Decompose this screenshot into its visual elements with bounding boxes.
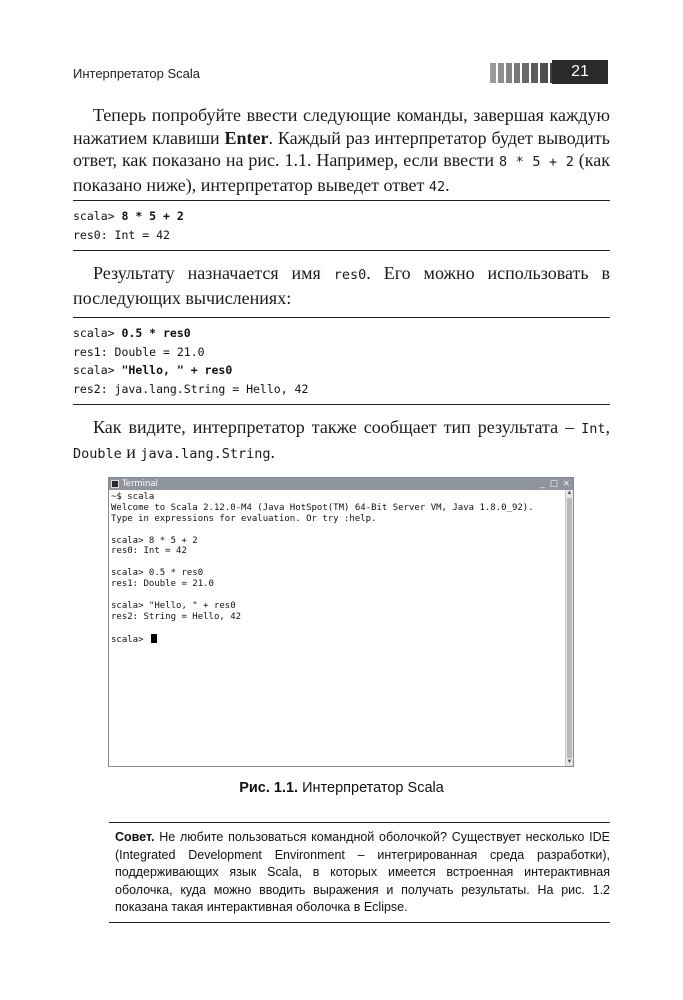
code-listing-1 bbox=[73, 200, 610, 251]
paragraph-text: Теперь попробуйте ввести следующие команды, завершая каждую нажатием клавиши bbox=[73, 105, 610, 148]
header-bar bbox=[522, 63, 529, 83]
inline-code: Int bbox=[581, 421, 606, 437]
terminal-line: res0: Int = 42 bbox=[111, 546, 187, 557]
paragraph-text: . Его можно использовать в последующих вычислениях: bbox=[73, 263, 610, 308]
paragraph-types bbox=[73, 416, 610, 465]
terminal-line bbox=[111, 525, 565, 536]
code-line bbox=[73, 324, 610, 343]
page-number: 21 bbox=[552, 60, 608, 84]
scroll-up-arrow-icon[interactable]: ▲ bbox=[566, 490, 573, 496]
terminal-cursor bbox=[151, 634, 157, 643]
header-bar bbox=[531, 63, 538, 83]
scroll-thumb[interactable] bbox=[567, 498, 572, 758]
tip-label: Совет. bbox=[115, 830, 155, 844]
terminal-line: scala> 8 * 5 + 2 bbox=[111, 535, 198, 546]
code-line bbox=[73, 361, 610, 380]
tip-text: Не любите пользоваться командной оболочкой? Существует несколько IDE (Integrated Development Environment – интегрированная среда разработки), поддерживающих язык Scala, в которых имеется встроенная интерактивная оболочка, куда можно вводить выражения и получать результаты. На рис. 1.2 показана такая интерактивная оболочка в Eclipse. bbox=[115, 830, 610, 914]
scroll-down-arrow-icon[interactable]: ▼ bbox=[566, 759, 573, 765]
inline-code: 42 bbox=[428, 178, 446, 195]
terminal-line: Type in expressions for evaluation. Or try :help. bbox=[111, 513, 377, 524]
header-bar bbox=[540, 63, 548, 83]
header-bar bbox=[506, 63, 512, 83]
close-icon[interactable]: × bbox=[562, 479, 570, 489]
code-line bbox=[73, 207, 610, 226]
paragraph-text: Как видите, интерпретатор также сообщает тип результата – bbox=[93, 417, 582, 437]
code-line bbox=[73, 380, 610, 399]
terminal-title: Terminal bbox=[122, 479, 158, 489]
figure-caption-text: Интерпретатор Scala bbox=[298, 780, 444, 796]
paragraph-text: , bbox=[605, 417, 610, 437]
code-command: 0.5 * res0 bbox=[121, 326, 191, 340]
paragraph-text: Результату назначается имя bbox=[93, 263, 334, 283]
terminal-window bbox=[108, 477, 574, 767]
terminal-line: ~$ scala bbox=[111, 492, 155, 502]
terminal-line: Welcome to Scala 2.12.0-M4 (Java HotSpot(TM) 64-Bit Server VM, Java 1.8.0_92). bbox=[111, 502, 534, 513]
paragraph-text: . bbox=[270, 441, 275, 462]
header-bar bbox=[490, 63, 496, 83]
inline-code: Double bbox=[73, 445, 122, 462]
code-output: res0: Int = 42 bbox=[73, 227, 170, 242]
paragraph-intro bbox=[73, 104, 610, 198]
code-line bbox=[73, 343, 610, 362]
header-bar bbox=[514, 63, 520, 83]
paragraph-res0 bbox=[73, 262, 610, 309]
tip-box bbox=[109, 822, 610, 923]
terminal-line: scala> "Hello, " + res0 bbox=[111, 600, 236, 611]
window-controls bbox=[541, 478, 570, 490]
code-command: "Hello, " + res0 bbox=[121, 363, 233, 377]
code-output: res2: java.lang.String = Hello, 42 bbox=[73, 381, 309, 396]
terminal-line: res2: String = Hello, 42 bbox=[111, 611, 242, 622]
code-prompt: scala> bbox=[73, 363, 122, 377]
terminal-app-icon bbox=[111, 480, 119, 488]
minimize-icon[interactable]: _ bbox=[540, 479, 545, 489]
paragraph-text: . bbox=[445, 174, 450, 195]
header-decoration-bars bbox=[490, 63, 561, 83]
key-name: Enter bbox=[224, 127, 269, 148]
maximize-icon[interactable]: □ bbox=[549, 479, 558, 489]
terminal-titlebar bbox=[109, 478, 573, 490]
terminal-output[interactable] bbox=[109, 490, 565, 766]
inline-code: java.lang.String bbox=[140, 445, 271, 462]
terminal-prompt-line[interactable] bbox=[111, 634, 565, 645]
running-title: Интерпретатор Scala bbox=[73, 66, 201, 81]
figure-caption bbox=[0, 780, 683, 796]
figure-number: Рис. 1.1. bbox=[239, 780, 299, 796]
terminal-scrollbar[interactable] bbox=[565, 490, 573, 766]
terminal-line bbox=[111, 557, 565, 568]
terminal-line bbox=[111, 623, 565, 634]
code-command: 8 * 5 + 2 bbox=[121, 209, 184, 223]
terminal-prompt: scala> bbox=[111, 634, 149, 645]
header-bar bbox=[498, 63, 504, 83]
inline-code: res0 bbox=[333, 267, 367, 283]
code-prompt: scala> bbox=[73, 326, 122, 340]
terminal-line bbox=[111, 590, 565, 601]
paragraph-text: и bbox=[121, 441, 141, 462]
paragraph-text: . Каждый раз интерпретатор будет выводить ответ, как показано на рис. 1.1. Например, если ввести bbox=[73, 127, 610, 170]
terminal-line: scala> 0.5 * res0 bbox=[111, 568, 204, 579]
code-prompt: scala> bbox=[73, 209, 122, 223]
paragraph-text: (как показано ниже), интерпретатор выведет ответ bbox=[73, 150, 610, 195]
code-listing-2 bbox=[73, 317, 610, 405]
code-output: res1: Double = 21.0 bbox=[73, 344, 205, 359]
inline-code: 8 * 5 + 2 bbox=[498, 154, 574, 170]
code-line bbox=[73, 226, 610, 245]
terminal-line: res1: Double = 21.0 bbox=[111, 579, 214, 590]
